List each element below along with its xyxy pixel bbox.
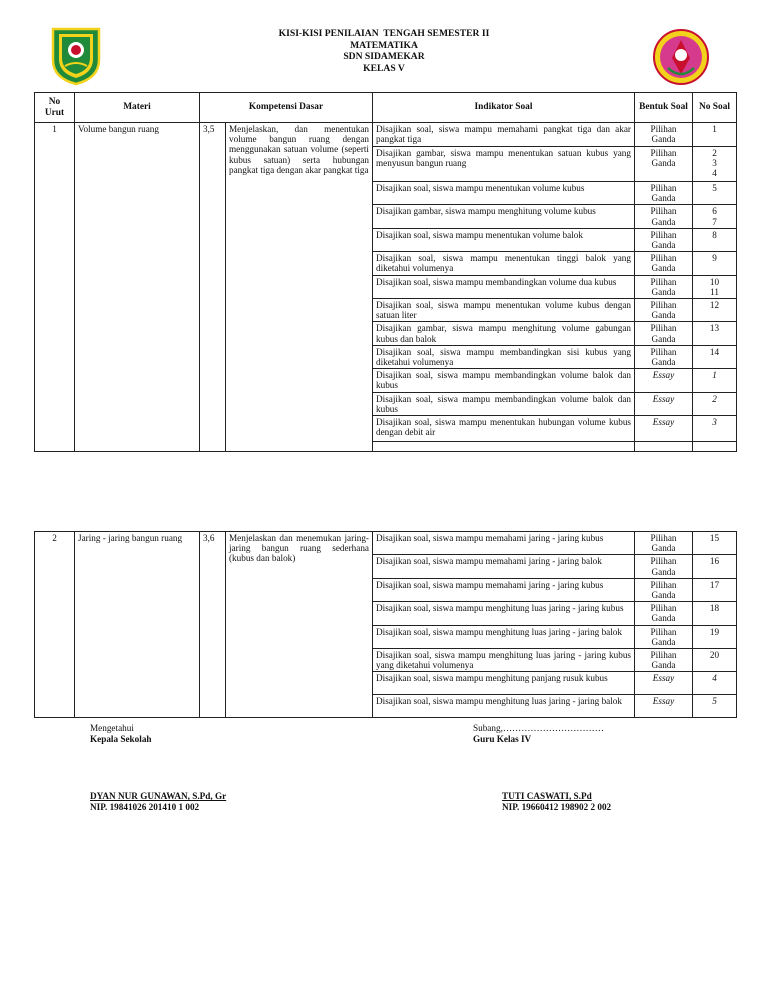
principal-nip: NIP. 19841026 201410 1 002 [90, 802, 200, 812]
no-soal-cell: 6 7 [693, 205, 737, 228]
indikator-cell: Disajikan gambar, siswa mampu menentukan satuan kubus yang menyusun bangun ruang [373, 147, 635, 182]
bentuk-soal-cell: Pilihan Ganda [635, 147, 693, 182]
no-soal-cell: 15 [693, 532, 737, 555]
teacher-place-date: Subang,…………………………… [473, 723, 604, 733]
doc-school: SDN SIDAMEKAR [343, 51, 425, 62]
bentuk-soal-cell: Pilihan Ganda [635, 625, 693, 648]
materi-cell: Volume bangun ruang [75, 123, 200, 452]
indikator-cell: Disajikan soal, siswa mampu memahami pangkat tiga dan akar pangkat tiga [373, 123, 635, 147]
principal-role: Kepala Sekolah [90, 734, 152, 744]
indikator-cell: Disajikan soal, siswa mampu menentukan volume balok [373, 228, 635, 251]
empty-cell [693, 442, 737, 452]
principal-identity [90, 791, 226, 813]
no-soal-cell: 20 [693, 649, 737, 672]
header-kompetensi: Kompetensi Dasar [200, 93, 373, 123]
principal-caption: Mengetahui [90, 723, 134, 733]
bentuk-soal-cell: Essay [635, 416, 693, 442]
no-soal-cell: 1 [693, 123, 737, 147]
teacher-nip: NIP. 19660412 198902 2 002 [502, 802, 612, 812]
indikator-cell: Disajikan gambar, siswa mampu menghitung volume gabungan kubus dan balok [373, 322, 635, 345]
kd-text: Menjelaskan, dan menentukan volume bangun ruang dengan menggunakan satuan volume (seperti kubus satuan) serta hubungan pangkat tiga dengan akar pangkat tiga [226, 123, 373, 452]
bentuk-soal-cell: Pilihan Ganda [635, 345, 693, 368]
section-2-body [35, 532, 737, 718]
indikator-cell: Disajikan soal, siswa mampu memahami jaring - jaring balok [373, 555, 635, 578]
bentuk-soal-cell: Pilihan Ganda [635, 555, 693, 578]
bentuk-soal-cell: Pilihan Ganda [635, 649, 693, 672]
bentuk-soal-cell: Pilihan Ganda [635, 205, 693, 228]
bentuk-soal-cell: Pilihan Ganda [635, 602, 693, 625]
empty-cell [373, 442, 635, 452]
row-number: 2 [35, 532, 75, 718]
header-bentuk: Bentuk Soal [635, 93, 693, 123]
header-no-urut: No Urut [35, 93, 75, 123]
no-soal-cell: 2 [693, 392, 737, 415]
no-soal-cell: 19 [693, 625, 737, 648]
no-soal-cell: 14 [693, 345, 737, 368]
no-soal-cell: 12 [693, 299, 737, 322]
indikator-cell: Disajikan soal, siswa mampu membandingkan volume dua kubus [373, 275, 635, 298]
indikator-cell: Disajikan soal, siswa mampu menentukan tinggi balok yang diketahui volumenya [373, 252, 635, 275]
table-row [35, 123, 737, 147]
indikator-cell: Disajikan soal, siswa mampu menentukan hubungan volume kubus dengan debit air [373, 416, 635, 442]
bentuk-soal-cell: Pilihan Ganda [635, 228, 693, 251]
header-no-soal: No Soal [693, 93, 737, 123]
indikator-cell: Disajikan soal, siswa mampu menentukan volume kubus [373, 182, 635, 205]
bentuk-soal-cell: Pilihan Ganda [635, 275, 693, 298]
bentuk-soal-cell: Pilihan Ganda [635, 252, 693, 275]
indikator-cell: Disajikan soal, siswa mampu membandingkan volume balok dan kubus [373, 392, 635, 415]
bentuk-soal-cell: Pilihan Ganda [635, 322, 693, 345]
indikator-cell: Disajikan soal, siswa mampu menghitung luas jaring - jaring balok [373, 695, 635, 718]
bentuk-soal-cell: Pilihan Ganda [635, 182, 693, 205]
no-soal-cell: 1 [693, 369, 737, 392]
table-row [35, 532, 737, 555]
no-soal-cell: 13 [693, 322, 737, 345]
no-soal-cell: 17 [693, 578, 737, 601]
indikator-cell: Disajikan soal, siswa mampu memahami jaring - jaring kubus [373, 532, 635, 555]
no-soal-cell: 10 11 [693, 275, 737, 298]
indikator-cell: Disajikan soal, siswa mampu menentukan volume kubus dengan satuan liter [373, 299, 635, 322]
header-materi: Materi [75, 93, 200, 123]
empty-cell [635, 442, 693, 452]
signature-principal [90, 723, 152, 745]
bentuk-soal-cell: Pilihan Ganda [635, 532, 693, 555]
bentuk-soal-cell: Essay [635, 369, 693, 392]
principal-name: DYAN NUR GUNAWAN, S.Pd, Gr [90, 791, 227, 801]
no-soal-cell: 3 [693, 416, 737, 442]
kd-number: 3,6 [200, 532, 226, 718]
header-indikator: Indikator Soal [373, 93, 635, 123]
kd-text: Menjelaskan dan menemukan jaring-jaring bangun ruang sederhana (kubus dan balok) [226, 532, 373, 718]
indikator-cell: Disajikan soal, siswa mampu membandingkan volume balok dan kubus [373, 369, 635, 392]
doc-subject: MATEMATIKA [350, 39, 418, 51]
bentuk-soal-cell: Pilihan Ganda [635, 299, 693, 322]
no-soal-cell: 2 3 4 [693, 147, 737, 182]
indikator-cell: Disajikan soal, siswa mampu menghitung luas jaring - jaring kubus yang diketahui volumenya [373, 649, 635, 672]
teacher-role: Guru Kelas IV [473, 734, 532, 744]
signature-teacher [473, 723, 604, 745]
materi-cell: Jaring - jaring bangun ruang [75, 532, 200, 718]
indikator-cell: Disajikan soal, siswa mampu menghitung luas jaring - jaring balok [373, 625, 635, 648]
bentuk-soal-cell: Essay [635, 392, 693, 415]
indikator-cell: Disajikan soal, siswa mampu memahami jaring - jaring kubus [373, 578, 635, 601]
row-number: 1 [35, 123, 75, 452]
indikator-cell: Disajikan soal, siswa mampu menghitung luas jaring - jaring kubus [373, 602, 635, 625]
doc-title: KISI-KISI PENILAIAN TENGAH SEMESTER II [278, 28, 490, 39]
no-soal-cell: 16 [693, 555, 737, 578]
kisi-kisi-table-2 [34, 531, 737, 718]
no-soal-cell: 5 [693, 695, 737, 718]
bentuk-soal-cell: Essay [635, 695, 693, 718]
teacher-identity [502, 791, 611, 813]
school-emblem-icon [652, 28, 710, 86]
no-soal-cell: 9 [693, 252, 737, 275]
kisi-kisi-table-1 [34, 92, 737, 452]
bentuk-soal-cell: Pilihan Ganda [635, 578, 693, 601]
regency-emblem-icon [50, 26, 102, 86]
bentuk-soal-cell: Pilihan Ganda [635, 123, 693, 147]
indikator-cell: Disajikan soal, siswa mampu menghitung panjang rusuk kubus [373, 672, 635, 695]
no-soal-cell: 4 [693, 672, 737, 695]
bentuk-soal-cell: Essay [635, 672, 693, 695]
indikator-cell: Disajikan soal, siswa mampu membandingkan sisi kubus yang diketahui volumenya [373, 345, 635, 368]
kd-number: 3,5 [200, 123, 226, 452]
table-header-row [35, 93, 737, 123]
no-soal-cell: 8 [693, 228, 737, 251]
section-1-body [35, 123, 737, 452]
no-soal-cell: 18 [693, 602, 737, 625]
teacher-name: TUTI CASWATI, S.Pd [502, 791, 592, 801]
no-soal-cell: 5 [693, 182, 737, 205]
indikator-cell: Disajikan gambar, siswa mampu menghitung volume kubus [373, 205, 635, 228]
doc-class: KELAS V [363, 62, 405, 74]
